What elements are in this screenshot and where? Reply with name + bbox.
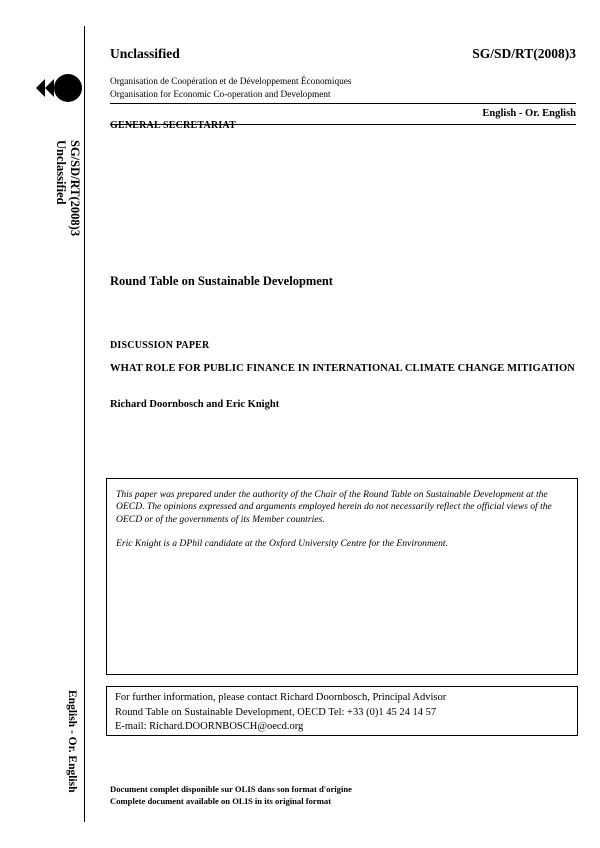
secretariat-label: GENERAL SECRETARIAT [110,120,236,131]
contact-box [106,686,578,736]
margin-vertical-code-block [56,140,86,270]
document-code: SG/SD/RT(2008)3 [472,46,576,61]
contact-line-2: Round Table on Sustainable Development, OECD Tel: +33 (0)1 45 24 14 57 [115,706,437,718]
paper-type-label: DISCUSSION PAPER [110,340,210,351]
organisation-name-fr: Organisation de Coopération et de Développement Économiques [110,77,352,87]
organisation-names [110,76,576,101]
footer-line-en: Complete document available on OLIS in its original format [110,795,332,806]
margin-language: English - Or. English [66,690,78,793]
oecd-logo-icon [36,74,82,104]
footer [110,784,580,807]
page-title: Round Table on Sustainable Development [110,274,333,288]
contact-line-1: For further information, please contact Richard Doornbosch, Principal Advisor [115,692,447,703]
footer-line-fr: Document complet disponible sur OLIS dans son format d'origine [110,784,352,794]
classification-label: Unclassified [110,46,180,61]
organisation-name-en: Organisation for Economic Co-operation and Development [110,89,331,100]
logo-circle-icon [54,74,82,102]
margin-classification: Unclassified [54,140,68,205]
header-rule-top [110,103,576,104]
disclaimer-box [106,478,578,675]
paper-subject: WHAT ROLE FOR PUBLIC FINANCE IN INTERNATIONAL CLIMATE CHANGE MITIGATION [110,363,575,374]
logo-chevrons-icon [36,79,56,98]
language-line: English - Or. English [482,108,576,119]
disclaimer-paragraph-1: This paper was prepared under the authority of the Chair of the Round Table on Sustainable Development at the OECD. The opinions expressed and arguments employed herein do not necessarily reflect the official views of the OECD or of the governments of its Member countries. [116,489,552,525]
disclaimer-paragraph-2: Eric Knight is a DPhil candidate at the Oxford University Centre for the Environment. [116,538,449,550]
header-row [110,46,576,62]
paper-authors: Richard Doornbosch and Eric Knight [110,399,280,410]
contact-line-3: E-mail: Richard.DOORNBOSCH@oecd.org [115,721,304,732]
margin-document-code: SG/SD/RT(2008)3 [68,140,82,237]
